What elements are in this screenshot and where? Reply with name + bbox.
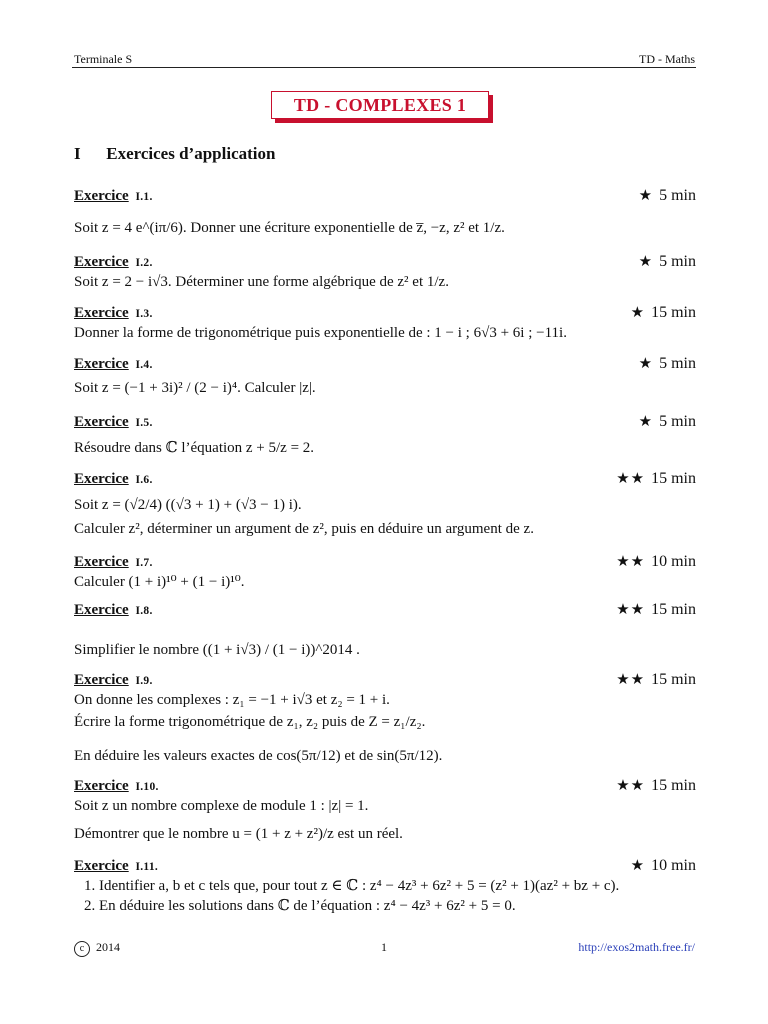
- page-title: TD - COMPLEXES 1: [271, 91, 489, 119]
- star-icon: ★★: [616, 672, 646, 688]
- star-icon: ★: [638, 254, 654, 270]
- star-icon: ★: [638, 414, 654, 430]
- exercise-difficulty-time: [616, 469, 696, 488]
- exercise-label: Exercice: [74, 305, 129, 321]
- exercise-number: I.2.: [135, 257, 153, 269]
- exercise-duration: 5 min: [659, 253, 696, 270]
- exercise-duration: 10 min: [651, 553, 696, 570]
- exercise-statement: Démontrer que le nombre u = (1 + z + z²)/z est un réel.: [74, 826, 403, 842]
- copyright-icon: c: [74, 941, 90, 957]
- exercise-9: [74, 672, 696, 766]
- exercise-number: I.1.: [135, 191, 153, 203]
- exercise-2: [74, 254, 696, 292]
- exercise-duration: 5 min: [659, 413, 696, 430]
- exercise-difficulty-time: [616, 552, 696, 571]
- exercise-statement: Donner la forme de trigonométrique puis exponentielle de : 1 − i ; 6√3 + 6i ; −11i.: [74, 325, 567, 341]
- exercise-label: Exercice: [74, 254, 129, 270]
- exercise-number: I.10.: [135, 781, 159, 793]
- exercise-number: I.4.: [135, 359, 153, 371]
- star-icon: ★★: [616, 602, 646, 618]
- exercise-difficulty-time: [639, 252, 696, 271]
- star-icon: ★: [638, 188, 654, 204]
- exercise-number: I.3.: [135, 308, 153, 320]
- exercise-statement: Écrire la forme trigonométrique de z₁, z₂ puis de Z = z₁/z₂.: [74, 714, 426, 730]
- exercise-difficulty-time: [631, 856, 696, 875]
- page-number: 1: [381, 940, 387, 954]
- exercise-statement: Simplifier le nombre ((1 + i√3) / (1 − i))^2014 .: [74, 642, 360, 658]
- star-icon: ★★: [616, 778, 646, 794]
- exercise-statement: En déduire les valeurs exactes de cos(5π/12) et de sin(5π/12).: [74, 748, 443, 764]
- exercise-difficulty-time: [616, 600, 696, 619]
- exercise-difficulty-time: [616, 776, 696, 795]
- section-label: Exercices d’application: [106, 144, 276, 163]
- star-icon: ★: [638, 356, 654, 372]
- exercise-difficulty-time: [639, 186, 696, 205]
- header-rule: [72, 67, 696, 68]
- exercise-duration: 5 min: [659, 187, 696, 204]
- exercise-statement: Soit z un nombre complexe de module 1 : |z| = 1.: [74, 798, 369, 814]
- exercise-duration: 15 min: [651, 304, 696, 321]
- exercise-number: I.11.: [135, 861, 159, 873]
- exercise-8: [74, 602, 696, 660]
- exercise-item: 2. En déduire les solutions dans ℂ de l’équation : z⁴ − 4z³ + 6z² + 5 = 0.: [84, 898, 516, 914]
- exercise-label: Exercice: [74, 778, 129, 794]
- exercise-difficulty-time: [639, 354, 696, 373]
- exercise-duration: 15 min: [651, 470, 696, 487]
- exercise-statement: Résoudre dans ℂ l’équation z + 5/z = 2.: [74, 440, 315, 456]
- exercise-statement: On donne les complexes : z₁ = −1 + i√3 et z₂ = 1 + i.: [74, 692, 390, 708]
- star-icon: ★: [630, 305, 646, 321]
- exercise-number: I.5.: [135, 417, 153, 429]
- exercise-label: Exercice: [74, 471, 129, 487]
- exercise-number: I.6.: [135, 474, 153, 486]
- header-left: Terminale S: [74, 52, 133, 66]
- exercise-duration: 5 min: [659, 355, 696, 372]
- exercise-duration: 15 min: [651, 777, 696, 794]
- exercise-label: Exercice: [74, 858, 129, 874]
- section-heading: [74, 144, 275, 164]
- exercise-statement: Calculer (1 + i)¹⁰ + (1 − i)¹⁰.: [74, 574, 245, 590]
- exercise-label: Exercice: [74, 554, 129, 570]
- exercise-label: Exercice: [74, 414, 129, 430]
- exercise-statement: Soit z = (−1 + 3i)² / (2 − i)⁴. Calculer |z|.: [74, 380, 316, 396]
- exercise-number: I.9.: [135, 675, 153, 687]
- exercise-label: Exercice: [74, 356, 129, 372]
- exercise-label: Exercice: [74, 188, 129, 204]
- exercise-number: I.8.: [135, 605, 153, 617]
- exercise-5: [74, 414, 696, 458]
- exercise-6: [74, 471, 696, 539]
- exercise-statement: Soit z = 4 e^(iπ/6). Donner une écriture exponentielle de z̅, −z, z² et 1/z.: [74, 220, 505, 236]
- footer-link[interactable]: http://exos2math.free.fr/: [578, 940, 695, 954]
- exercise-statement: Soit z = 2 − i√3. Déterminer une forme algébrique de z² et 1/z.: [74, 274, 449, 290]
- exercise-statement: Soit z = (√2/4) ((√3 + 1) + (√3 − 1) i).: [74, 497, 302, 513]
- exercise-label: Exercice: [74, 672, 129, 688]
- exercise-item: 1. Identifier a, b et c tels que, pour tout z ∈ ℂ : z⁴ − 4z³ + 6z² + 5 = (z² + 1)(az² + bz + c).: [84, 878, 620, 894]
- footer-year: 2014: [96, 940, 120, 954]
- header-right: TD - Maths: [639, 52, 695, 66]
- exercise-difficulty-time: [631, 303, 696, 322]
- section-number: I: [74, 144, 81, 163]
- exercise-label: Exercice: [74, 602, 129, 618]
- exercise-number: I.7.: [135, 557, 153, 569]
- footer-copyright: [74, 940, 120, 957]
- exercise-difficulty-time: [616, 670, 696, 689]
- exercise-4: [74, 356, 696, 398]
- exercise-10: [74, 778, 696, 844]
- exercise-1: [74, 188, 696, 238]
- exercise-7: [74, 554, 696, 592]
- exercise-11: [74, 858, 696, 916]
- exercise-statement: Calculer z², déterminer un argument de z², puis en déduire un argument de z.: [74, 521, 534, 537]
- exercise-3: [74, 305, 696, 343]
- exercise-duration: 15 min: [651, 601, 696, 618]
- exercise-difficulty-time: [639, 412, 696, 431]
- exercise-duration: 15 min: [651, 671, 696, 688]
- exercise-duration: 10 min: [651, 857, 696, 874]
- star-icon: ★★: [616, 471, 646, 487]
- star-icon: ★★: [616, 554, 646, 570]
- star-icon: ★: [630, 858, 646, 874]
